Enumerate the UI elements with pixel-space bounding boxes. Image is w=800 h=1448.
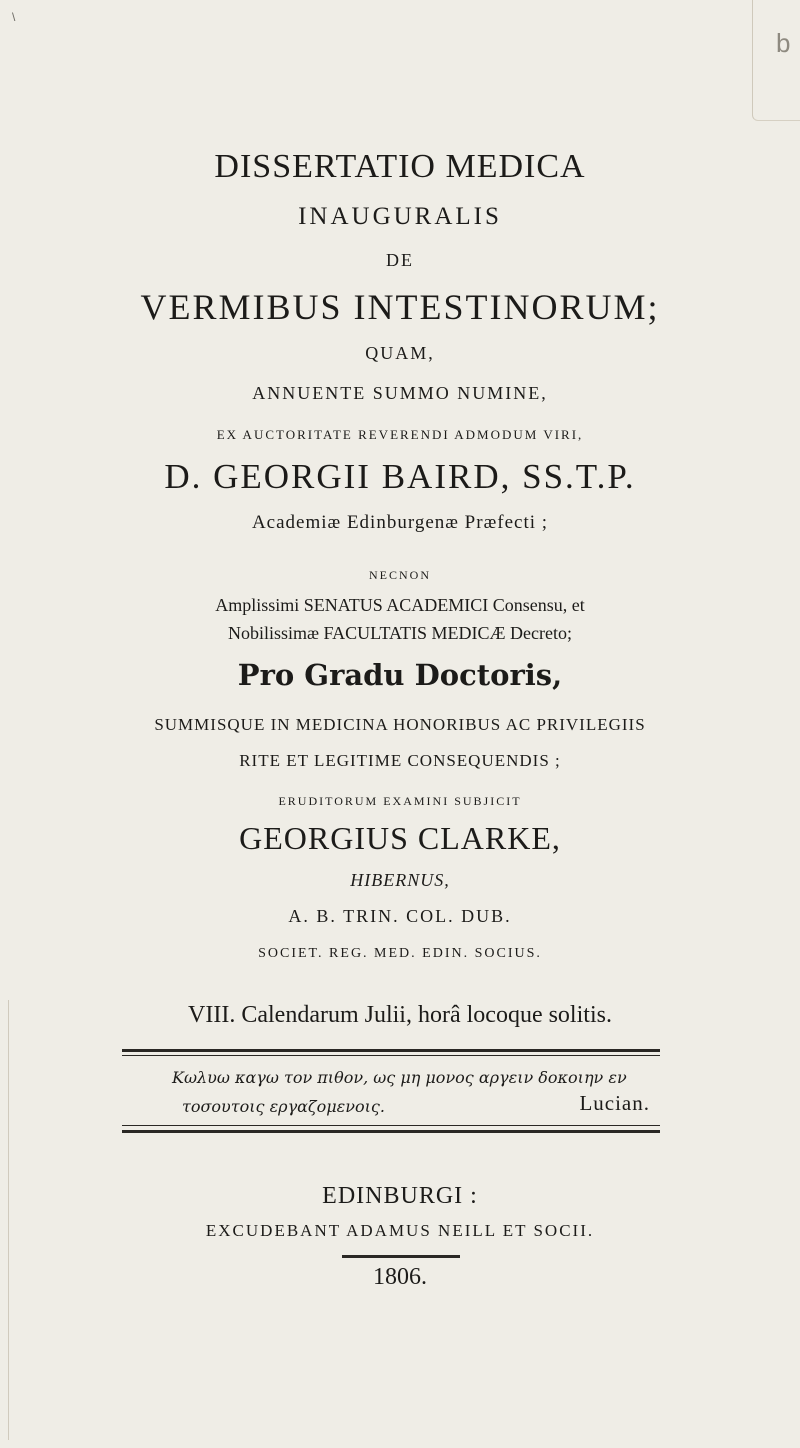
epigraph-rule-top-thin (122, 1055, 660, 1056)
epigraph-source: Lucian. (579, 1091, 650, 1115)
facultatis-line: Nobilissimæ FACULTATIS MEDICÆ Decreto; (227, 623, 573, 643)
epigraph-rule-bottom (122, 1130, 660, 1133)
epigraph-text: Κωλυω καγω τον πιθον, ως μη μονος αργειν δοκοιην εν τοσουτοις εργαζομενοις. (172, 1068, 627, 1116)
candidate-society: SOCIET. REG. MED. EDIN. SOCIUS. (258, 946, 542, 961)
title-line-2: INAUGURALIS (298, 203, 502, 230)
title-preposition: DE (386, 250, 414, 270)
candidate-degree: A. B. TRIN. COL. DUB. (288, 906, 512, 926)
examini-line: ERUDITORUM EXAMINI SUBJICIT (278, 794, 522, 808)
epigraph-rule-bottom-thin (122, 1125, 660, 1126)
candidate-name: GEORGIUS CLARKE, (239, 820, 561, 856)
ink-speck: \ (12, 10, 16, 24)
binding-edge (0, 1000, 9, 1440)
imprint-year: 1806. (373, 1264, 427, 1290)
imprint-rule (342, 1255, 460, 1258)
principal-name: D. GEORGII BAIRD, SS.T.P. (164, 457, 636, 496)
quam-line: QUAM, (365, 343, 435, 363)
honoribus-line: SUMMISQUE IN MEDICINA HONORIBUS AC PRIVILEGIIS (154, 715, 646, 734)
academy-line: Academiæ Edinburgenæ Præfecti ; (251, 512, 549, 533)
page-edge (752, 0, 800, 121)
rite-line: RITE ET LEGITIME CONSEQUENDIS ; (239, 751, 561, 770)
dissertation-subject: VERMIBUS INTESTINORUM; (140, 287, 660, 327)
auctoritate-line: EX AUCTORITATE REVERENDI ADMODUM VIRI, (216, 427, 584, 442)
title-line-1: DISSERTATIO MEDICA (214, 148, 586, 185)
examination-date: VIII. Calendarum Julii, horâ locoque solitis. (188, 1002, 612, 1028)
imprint-printer: EXCUDEBANT ADAMUS NEILL ET SOCII. (205, 1221, 595, 1240)
page-mark: b (776, 28, 791, 58)
epigraph-rule-top (122, 1049, 660, 1052)
imprint-city: EDINBURGI : (322, 1183, 478, 1209)
pro-gradu-line: Pro Gradu Doctoris, (237, 658, 563, 692)
candidate-nationality: HIBERNUS, (350, 870, 450, 890)
senatus-line: Amplissimi SENATUS ACADEMICI Consensu, et (215, 595, 585, 615)
annuente-line: ANNUENTE SUMMO NUMINE, (252, 383, 548, 403)
necnon-line: NECNON (369, 568, 431, 582)
